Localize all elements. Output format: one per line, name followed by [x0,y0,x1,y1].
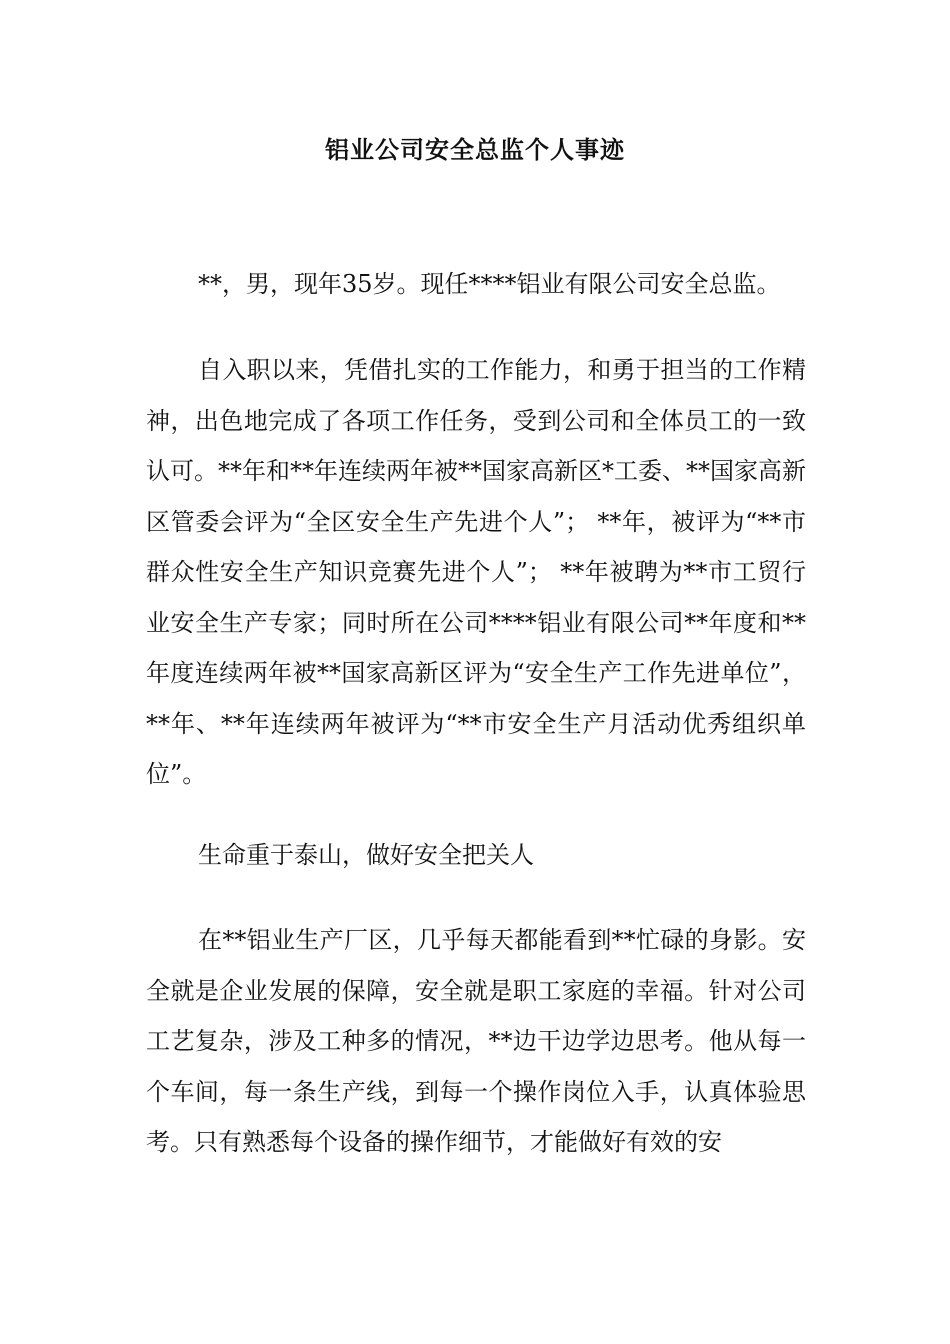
section-heading: 生命重于泰山，做好安全把关人 [198,841,534,869]
paragraph-safety-work: 在**铝业生产厂区，几乎每天都能看到**忙碌的身影。安全就是企业发展的保障，安全就是职工家庭的幸福。针对公司工艺复杂，涉及工种多的情况，**边干边学边思考。他从每一个车间，每一条生产线，到每一个操作岗位入手，认真体验思考。只有熟悉每个设备的操作细节，才能做好有效的安 [146,926,806,1156]
document-title: 铝业公司安全总监个人事迹 [325,135,625,164]
paragraph-achievements: 自入职以来，凭借扎实的工作能力，和勇于担当的工作精神，出色地完成了各项工作任务，受到公司和全体员工的一致认可。**年和**年连续两年被**国家高新区*工委、**国家高新区管委会评为“全区安全生产先进个人”； **年，被评为“**市群众性安全生产知识竞赛先进个人”； **年被聘为**市工贸行业安全生产专家；同时所在公司****铝业有限公司**年度和**年度连续两年被**国家高新区评为“安全生产工作先进单位”，**年、**年连续两年被评为“**市安全生产月活动优秀组织单位”。 [146,356,806,788]
paragraph-intro: **，男，现年35岁。现任****铝业有限公司安全总监。 [198,270,781,298]
